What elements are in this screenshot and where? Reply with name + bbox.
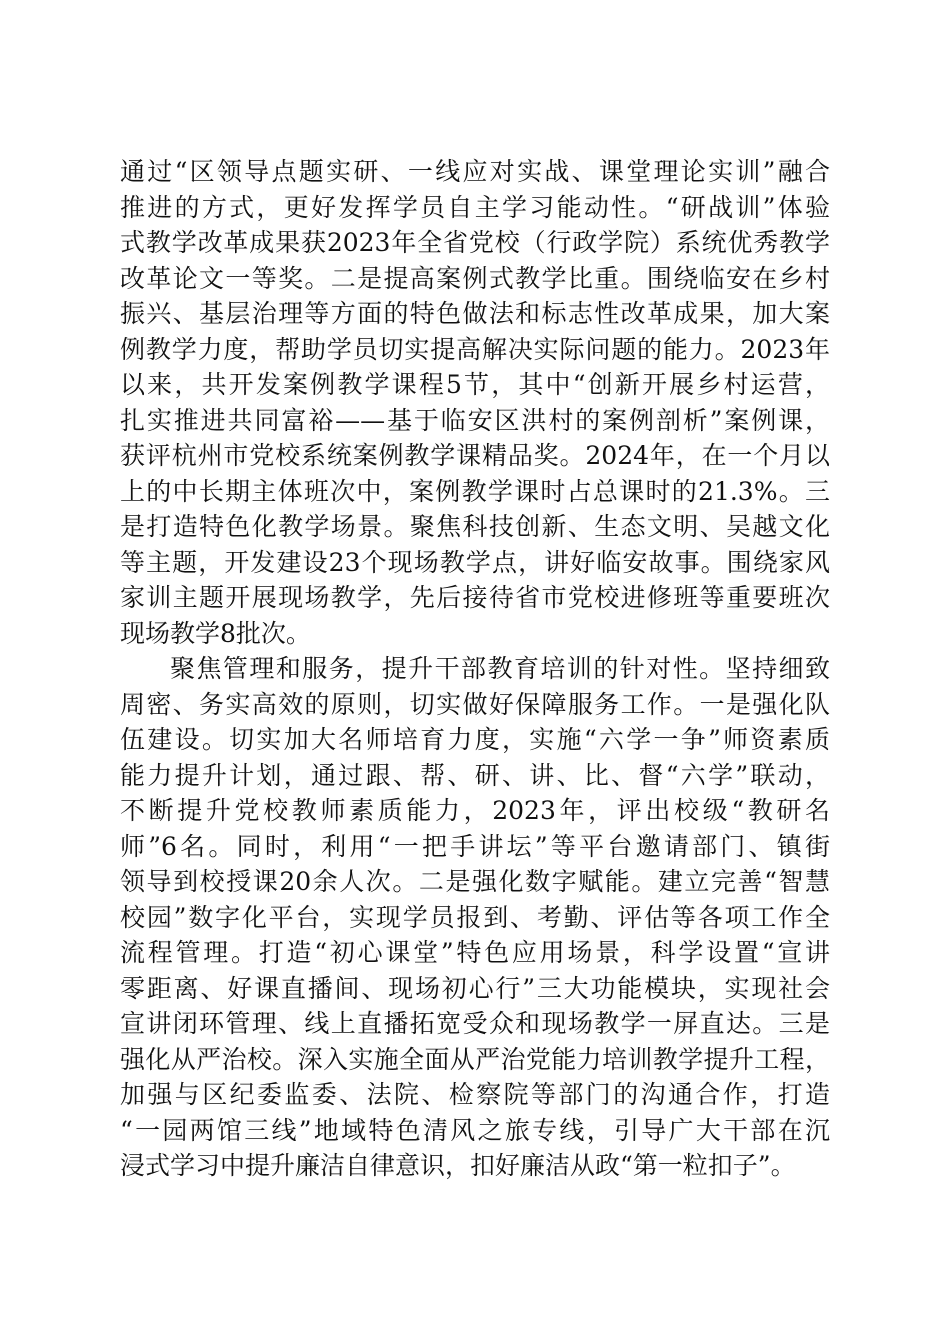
text-line: 流程管理。打造“初心课堂”特色应用场景，科学设置“宣讲 — [120, 938, 830, 967]
text-line: 式教学改革成果获2023年全省党校（行政学院）系统优秀教学 — [120, 228, 830, 257]
text-line: 领导到校授课20余人次。二是强化数字赋能。建立完善“智慧 — [120, 867, 830, 896]
text-line: 校园”数字化平台，实现学员报到、考勤、评估等各项工作全 — [120, 902, 830, 932]
text-line: 师”6名。同时，利用“一把手讲坛”等平台邀请部门、镇街 — [120, 831, 830, 861]
paragraph-2 — [120, 651, 830, 1184]
paragraph-1 — [120, 154, 830, 651]
text-line: 周密、务实高效的原则，切实做好保障服务工作。一是强化队 — [120, 689, 830, 719]
text-line: 推进的方式，更好发挥学员自主学习能动性。“研战训”体验 — [120, 192, 830, 222]
text-line: 改革论文一等奖。二是提高案例式教学比重。围绕临安在乡村 — [120, 263, 830, 293]
text-line: 加强与区纪委监委、法院、检察院等部门的沟通合作，打造 — [120, 1080, 830, 1109]
text-line: 扎实推进共同富裕——基于临安区洪村的案例剖析”案例课， — [120, 405, 830, 435]
text-line: 不断提升党校教师素质能力，2023年，评出校级“教研名 — [120, 796, 830, 825]
text-line: 零距离、好课直播间、现场初心行”三大功能模块，实现社会 — [120, 973, 830, 1003]
text-line: 以来，共开发案例教学课程5节，其中“创新开展乡村运营， — [120, 370, 830, 399]
text-line: 家训主题开展现场教学，先后接待省市党校进修班等重要班次 — [120, 583, 830, 612]
text-line: 聚焦管理和服务，提升干部教育培训的针对性。坚持细致 — [170, 654, 830, 683]
text-line: 是打造特色化教学场景。聚焦科技创新、生态文明、吴越文化 — [120, 512, 830, 541]
text-line: 例教学力度，帮助学员切实提高解决实际问题的能力。2023年 — [120, 334, 830, 364]
text-line: 浸式学习中提升廉洁自律意识，扣好廉洁从政“第一粒扣子”。 — [120, 1151, 796, 1180]
text-line: 振兴、基层治理等方面的特色做法和标志性改革成果，加大案 — [120, 299, 830, 328]
text-line: 宣讲闭环管理、线上直播拓宽受众和现场教学一屏直达。三是 — [120, 1009, 830, 1038]
text-line: 上的中长期主体班次中，案例教学课时占总课时的21.3%。三 — [120, 476, 830, 506]
text-line: 获评杭州市党校系统案例教学课精品奖。2024年，在一个月以 — [120, 441, 830, 470]
text-line: 伍建设。切实加大名师培育力度，实施“六学一争”师资素质 — [120, 725, 830, 754]
text-line: 能力提升计划，通过跟、帮、研、讲、比、督“六学”联动， — [120, 760, 830, 790]
text-line: 现场教学8批次。 — [120, 618, 311, 648]
body-text — [120, 154, 830, 1184]
text-line: 强化从严治校。深入实施全面从严治党能力培训教学提升工程， — [120, 1044, 830, 1074]
text-line: 等主题，开发建设23个现场教学点，讲好临安故事。围绕家风 — [120, 547, 830, 577]
text-line: 通过“区领导点题实研、一线应对实战、课堂理论实训”融合 — [120, 157, 830, 186]
text-line: “一园两馆三线”地域特色清风之旅专线，引导广大干部在沉 — [120, 1115, 830, 1145]
